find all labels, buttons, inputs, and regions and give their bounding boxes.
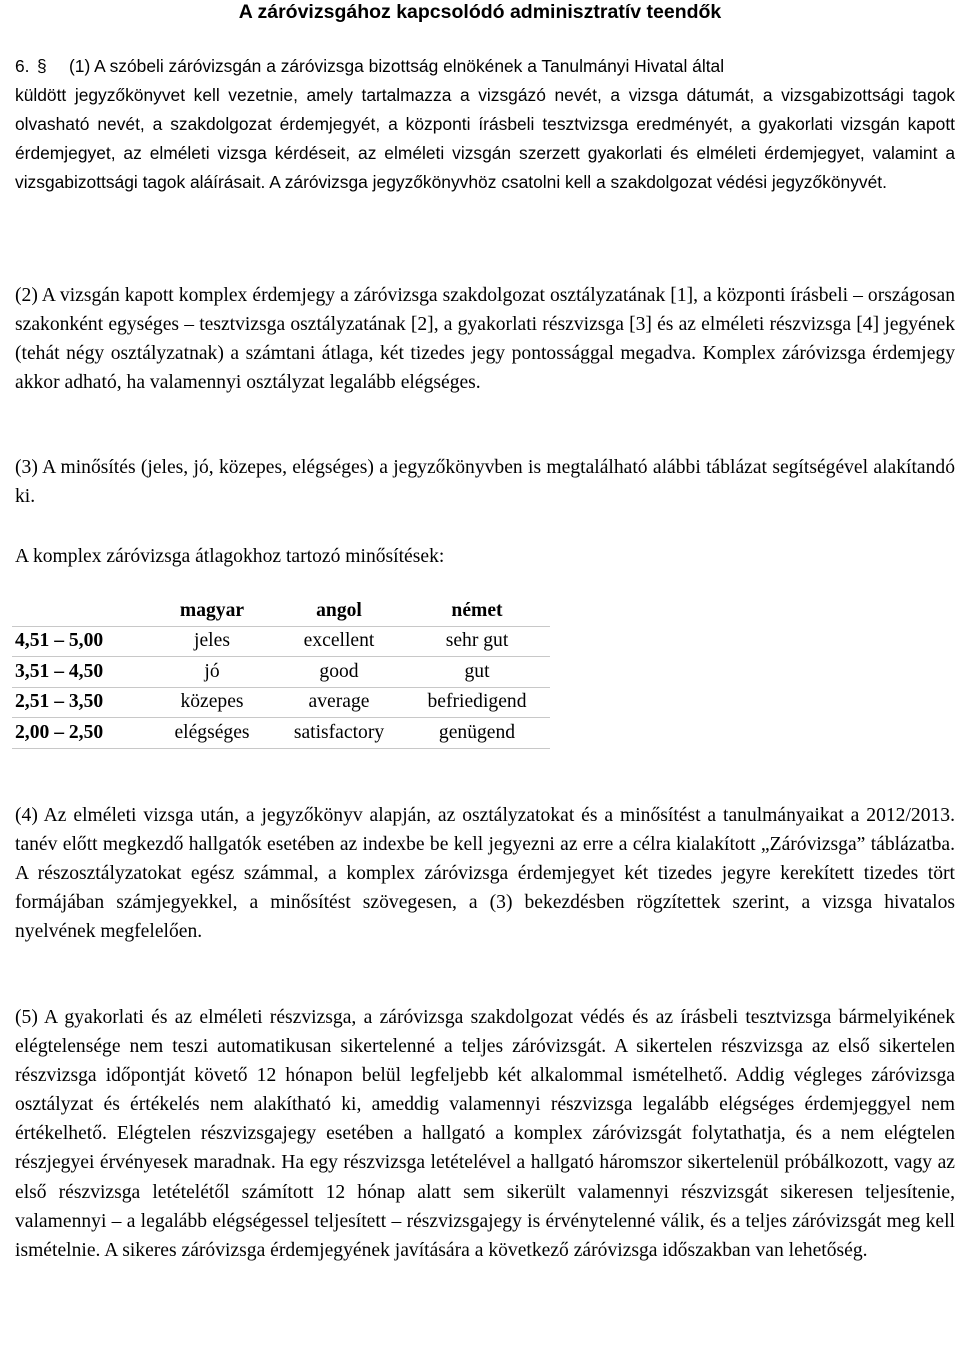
grades-table [12, 596, 550, 749]
table-cell: jó [150, 657, 274, 688]
paragraph-5: (5) A gyakorlati és az elméleti részvizsga, a záróvizsga szakdolgozat védés és az írásbeli tesztvizsga bármelyikének elégtelensége nem teszi automatikusan sikertelenné a teljes záróvizsgát. A sikertelen részvizsga az első sikertelen részvizsga időpontját követő 12 hónapon belül legfeljebb két alkalommal ismételhető. Addig végleges záróvizsga osztályzat és értékelés nem alakítható ki, ameddig valamennyi részvizsga legalább elégséges érdemjeggyel nem értékelhető. Elégtelen részvizsgajegy esetében a hallgató a komplex záróvizsgát folytathatja, és a nem elégtelen részjegyei érvényesek maradnak. Ha egy részvizsga letételével a hallgató háromszor sikertelenül próbálkozott, vagy az első részvizsga letételétől számított 12 hónap alatt sem sikerült valamennyi részvizsgát sikeresen teljesítenie, valamennyi – a legalább elégségessel teljesített – részvizsgajegy is érvénytelenné válik, és a teljes záróvizsgát meg kell ismételnie. A sikeres záróvizsga érdemjegyének javítására a következő záróvizsga időszakban van lehetőség. [15, 1007, 955, 1261]
table-header-row [12, 596, 550, 626]
table-row [12, 687, 550, 718]
section-symbol: § [37, 56, 47, 76]
table-cell: genügend [404, 718, 550, 749]
table-cell: 2,00 – 2,50 [12, 718, 150, 749]
table-cell: excellent [274, 626, 404, 657]
section-number: 6. [15, 56, 30, 76]
table-row [12, 657, 550, 688]
paragraph-1-first-line [15, 52, 955, 81]
document-title: A záróvizsgához kapcsolódó adminisztratív teendők [238, 1, 722, 23]
table-cell: jeles [150, 626, 274, 657]
table-cell: good [274, 657, 404, 688]
paragraph-3: (3) A minősítés (jeles, jó, közepes, elégséges) a jegyzőkönyvben is megtalálható alábbi táblázat segítségével alakítandó ki. [15, 457, 955, 508]
table-header-cell [12, 596, 150, 626]
table-cell: sehr gut [404, 626, 550, 657]
table-header-cell: német [404, 596, 550, 626]
table-cell: 2,51 – 3,50 [12, 687, 150, 718]
paragraph-1-lead: (1) A szóbeli záróvizsgán a záróvizsga bizottság elnökének a Tanulmányi Hivatal által [69, 56, 725, 76]
table-cell: average [274, 687, 404, 718]
paragraph-4: (4) Az elméleti vizsga után, a jegyzőkönyv alapján, az osztályzatokat és a minősítést a tanulmányaikat a 2012/2013. tanév előtt megkezdő hallgatók esetében az indexbe be kell jegyezni az erre a célra kialakított „Záróvizsga” táblázatba. A részosztályzatokat egész számmal, a komplex záróvizsga érdemjegyet két tizedes jegyre kerekített tizedes tört formájában számjegyekkel, a minősítést szövegesen, a (3) bekezdésben rögzítettek szerint, a vizsga hivatalos nyelvének megfelelően. [15, 805, 955, 943]
table-row [12, 626, 550, 657]
table-header-cell: angol [274, 596, 404, 626]
table-cell: 3,51 – 4,50 [12, 657, 150, 688]
table-cell: közepes [150, 687, 274, 718]
table-heading: A komplex záróvizsga átlagokhoz tartozó minősítések: [15, 546, 445, 567]
table-cell: satisfactory [274, 718, 404, 749]
table-cell: gut [404, 657, 550, 688]
paragraph-1-body: küldött jegyzőkönyvet kell vezetnie, amely tartalmazza a vizsgázó nevét, a vizsga dátumát, a vizsgabizottsági tagok olvasható nevét, a szakdolgozat érdemjegyét, a központi írásbeli tesztvizsga eredményét, a gyakorlati vizsgán kapott érdemjegyet, az elméleti vizsga kérdéseit, az elméleti vizsgán szerzett gyakorlati és elméleti érdemjegyet, valamint a vizsgabizottsági tagok aláírásait. A záróvizsga jegyzőkönyvhöz csatolni kell a szakdolgozat védési jegyzőkönyvét. [15, 85, 955, 193]
table-row [12, 718, 550, 749]
table-cell: elégséges [150, 718, 274, 749]
table-header-cell: magyar [150, 596, 274, 626]
table-cell: befriedigend [404, 687, 550, 718]
paragraph-2: (2) A vizsgán kapott komplex érdemjegy a záróvizsga szakdolgozat osztályzatának [1], a központi írásbeli – országosan szakonként egységes – tesztvizsga osztályzatának [2], a gyakorlati részvizsga [3] és az elméleti részvizsga [4] jegyének (tehát négy osztályzatnak) a számtani átlaga, két tizedes jegy pontossággal megadva. Komplex záróvizsga érdemjegy akkor adható, ha valamennyi osztályzat legalább elégséges. [15, 285, 955, 394]
table-cell: 4,51 – 5,00 [12, 626, 150, 657]
